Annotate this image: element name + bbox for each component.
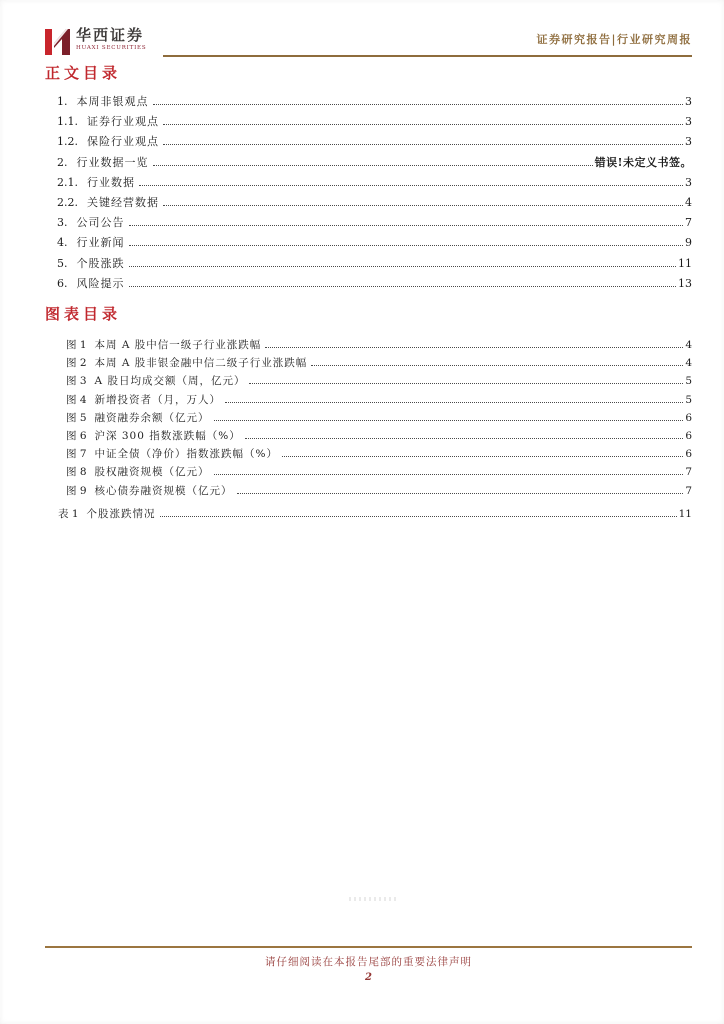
dot-leader [129,245,684,246]
figure-entry-title: 股权融资规模（亿元） [94,466,210,479]
dot-leader [311,365,683,366]
figure-entry-number: 图 7 [66,448,87,461]
figure-list [66,336,692,500]
figure-entry-title: 核心债券融资规模（亿元） [94,484,233,497]
figure-entry-page: 5 [685,393,692,406]
figure-entry-page: 4 [685,357,692,370]
toc-entry[interactable] [57,254,692,274]
toc-list [57,92,692,294]
page-number: 2 [365,972,372,983]
toc-entry-number: 1. [57,95,68,108]
toc-entry-number: 6. [57,276,68,290]
dot-leader [139,185,683,186]
dot-leader [163,205,683,206]
dot-leader [225,402,683,403]
figure-entry-title: 沪深 300 指数涨跌幅（%） [94,429,241,442]
figure-entry-page: 7 [685,484,692,497]
figure-entry-page: 5 [685,375,692,388]
toc-entry-title: 个股涨跌 [76,256,125,270]
toc-entry-page: 错误!未定义书签。 [594,155,692,169]
figure-entry[interactable] [66,445,692,463]
huaxi-logo-icon [45,26,71,55]
dot-leader [129,225,684,226]
dot-leader [163,144,683,145]
toc-entry-number: 5. [57,256,68,270]
figure-entry-number: 图 2 [66,357,87,370]
figure-entry-number: 图 1 [66,339,87,351]
page-header [45,26,692,57]
toc-entry-page: 11 [678,256,692,270]
toc-entry-title: 行业新闻 [76,236,125,250]
dot-leader [245,438,684,439]
figure-entry-page: 4 [685,339,692,351]
toc-entry-title: 保险行业观点 [87,135,159,149]
toc-entry[interactable] [57,233,692,253]
toc-entry-number: 2.1. [57,175,78,189]
toc-entry-title: 风险提示 [76,276,125,290]
report-type-label: 证券研究报告|行业研究周报 [163,34,692,57]
dot-leader [129,286,677,287]
toc-entry[interactable] [57,153,692,173]
dot-leader [214,420,684,421]
figure-entry[interactable] [66,463,692,481]
toc-entry-title: 本周非银观点 [76,95,149,108]
figure-entry-number: 图 5 [66,411,87,424]
table-entry-page: 11 [678,508,692,520]
toc-entry-number: 2.2. [57,195,78,209]
figure-entry[interactable] [66,336,692,354]
toc-entry-page: 3 [685,115,692,129]
legal-disclaimer: 请仔细阅读在本报告尾部的重要法律声明 [265,956,472,968]
figure-entry[interactable] [66,427,692,445]
figure-entry-page: 6 [685,411,692,424]
toc-entry-page: 7 [685,216,692,230]
dot-leader [265,347,683,348]
figure-toc-heading: 图表目录 [45,305,122,323]
dot-leader [249,383,683,384]
figure-entry-page: 7 [685,466,692,479]
figure-entry-title: 本周 A 股非银金融中信二级子行业涨跌幅 [94,357,308,370]
figure-entry[interactable] [66,354,692,372]
figure-entry-title: 中证全债（净价）指数涨跌幅（%） [94,448,279,461]
figure-entry-title: A 股日均成交额（周，亿元） [94,375,246,388]
toc-entry-number: 1.1. [57,115,78,129]
figure-entry-title: 新增投资者（月，万人） [94,393,222,406]
figure-entry-title: 融资融券余额（亿元） [94,411,210,424]
toc-entry-title: 证券行业观点 [87,115,159,129]
toc-entry-title: 公司公告 [76,216,125,230]
toc-entry[interactable] [57,173,692,193]
toc-entry[interactable] [57,92,692,112]
toc-entry-page: 4 [685,195,692,209]
page-footer [45,946,692,983]
figure-entry[interactable] [66,391,692,409]
dot-leader [129,266,677,267]
toc-entry-page: 3 [685,95,692,108]
toc-entry-title: 关键经营数据 [87,195,159,209]
toc-entry-number: 4. [57,236,68,250]
figure-entry[interactable] [66,482,692,500]
figure-entry-page: 6 [685,429,692,442]
logo-name-cn: 华西证券 [76,26,145,44]
toc-entry-page: 13 [678,276,692,290]
figure-entry-number: 图 6 [66,429,87,442]
logo-text [76,26,146,52]
figure-entry-page: 6 [685,448,692,461]
figure-entry[interactable] [66,409,692,427]
table-entry-title: 个股涨跌情况 [86,508,156,520]
dot-leader [160,516,677,517]
toc-entry-title: 行业数据一览 [76,155,149,169]
dot-leader [214,474,684,475]
table-list [58,505,692,523]
toc-entry-page: 3 [685,175,692,189]
toc-entry-number: 3. [57,216,68,230]
dot-leader [163,124,683,125]
figure-entry-number: 图 4 [66,393,87,406]
toc-entry-number: 2. [57,155,68,169]
figure-entry[interactable] [66,372,692,390]
huaxi-securities-logo [45,26,163,57]
toc-entry[interactable] [57,132,692,152]
figure-entry-number: 图 3 [66,375,87,388]
toc-entry[interactable] [57,112,692,132]
figure-entry-number: 图 9 [66,484,87,497]
toc-entry-page: 3 [685,135,692,149]
figure-entry-title: 本周 A 股中信一级子行业涨跌幅 [94,339,262,351]
table-entry-number: 表 1 [58,508,79,520]
figure-entry-number: 图 8 [66,466,87,479]
toc-entry[interactable] [57,193,692,213]
toc-entry-title: 行业数据 [87,175,135,189]
table-entry[interactable] [58,505,692,523]
dot-leader [237,493,684,494]
logo-name-en: HUAXI SECURITIES [76,45,147,51]
dot-leader [282,456,683,457]
toc-entry-page: 9 [685,236,692,250]
dot-leader [153,165,593,166]
toc-entry[interactable] [57,274,692,294]
toc-entry-number: 1.2. [57,135,78,149]
toc-entry[interactable] [57,213,692,233]
dot-leader [153,104,684,105]
faint-watermark [349,897,397,901]
toc-heading: 正文目录 [45,64,122,82]
